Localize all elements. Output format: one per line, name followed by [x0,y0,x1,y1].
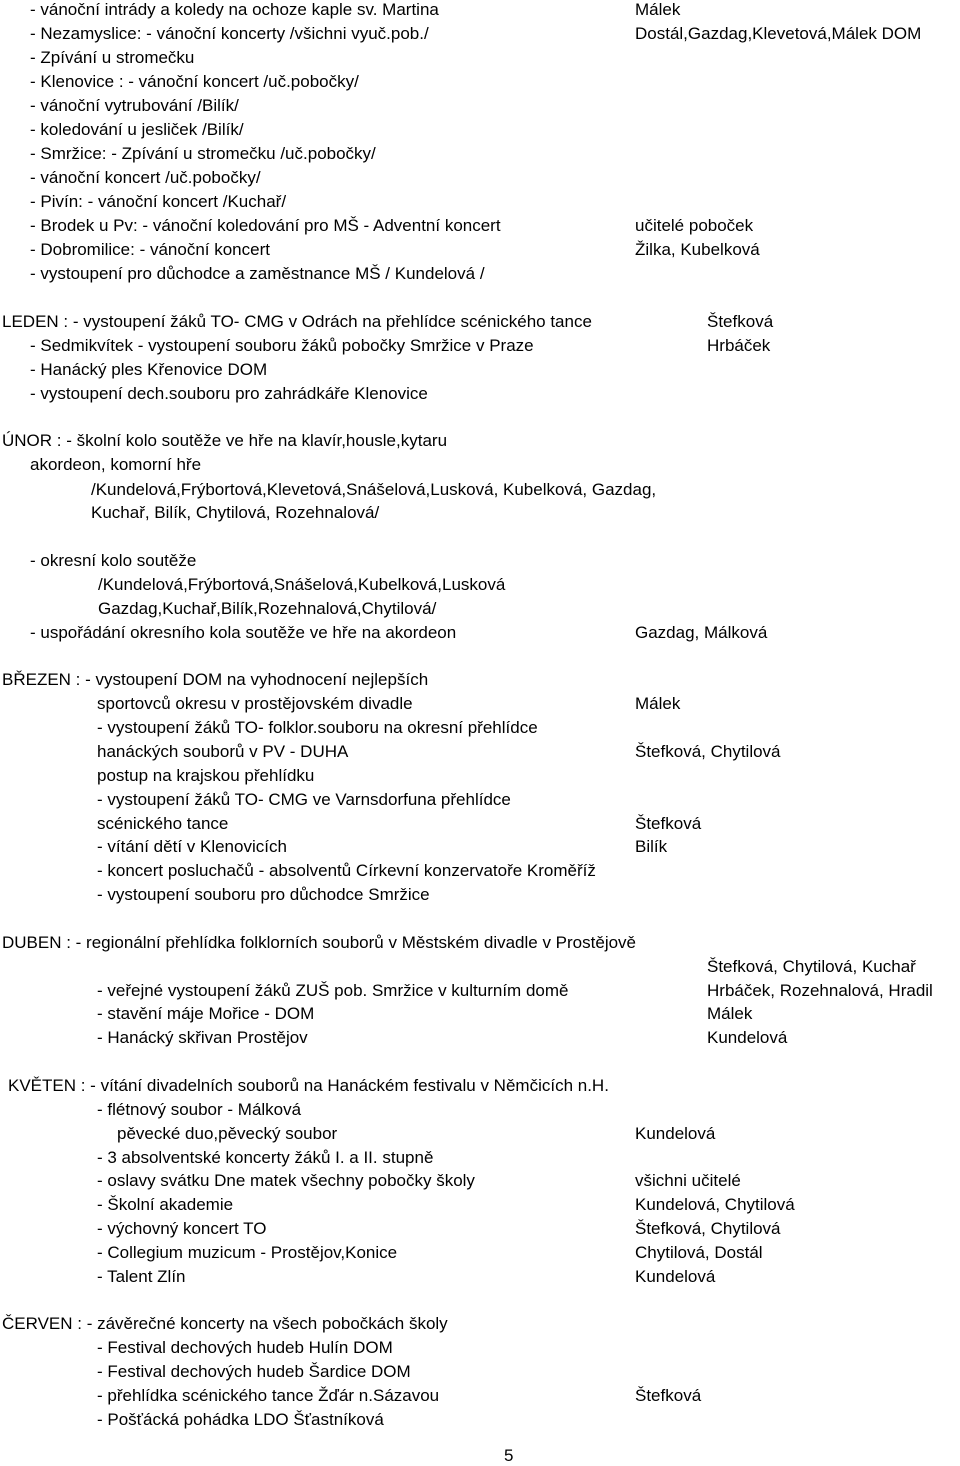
text-line: - veřejné vystoupení žáků ZUŠ pob. Smržice v kulturním domě [97,981,569,1000]
text-line: Kundelová [707,1028,788,1047]
text-line: - Collegium muzicum - Prostějov,Konice [97,1243,398,1262]
section-heading-kveten: KVĚTEN : - vítání divadelních souborů na Hanáckém festivalu v Němčicích n.H. [8,1076,609,1095]
text-line: - stavění máje Mořice - DOM [97,1004,315,1023]
text-line: Málek [707,1004,753,1023]
text-line: Dostál,Gazdag,Klevetová,Málek DOM [635,24,922,43]
text-line: Žilka, Kubelková [635,240,760,259]
text-line: - přehlídka scénického tance Žďár n.Sázavou [97,1386,440,1405]
text-line: - flétnový soubor - Málková [97,1100,302,1119]
text-line: - Školní akademie [97,1195,234,1214]
text-line: Štefková [707,312,774,331]
text-line: - Hanácký ples Křenovice DOM [30,360,268,379]
text-line: - Nezamyslice: - vánoční koncerty /všichni vyuč.pob./ [30,24,429,43]
section-heading-duben: DUBEN : - regionální přehlídka folklorních souborů v Městském divadle v Prostějově [2,933,637,952]
text-line: Kundelová [635,1124,716,1143]
text-line: - Festival dechových hudeb Hulín DOM [97,1338,393,1357]
text-line: - koledování u jesliček /Bilík/ [30,120,244,139]
text-line: akordeon, komorní hře [30,455,202,474]
text-line: - Hanácký skřivan Prostějov [97,1028,308,1047]
text-line: - Pošťácká pohádka LDO Šťastníková [97,1410,384,1429]
text-line: - uspořádání okresního kola soutěže ve hře na akordeon [30,623,457,642]
text-line: - Festival dechových hudeb Šardice DOM [97,1362,411,1381]
text-line: - vystoupení pro důchodce a zaměstnance MŠ / Kundelová / [30,264,485,283]
text-line: - Dobromilice: - vánoční koncert [30,240,270,259]
text-line: - Klenovice : - vánoční koncert /uč.pobočky/ [30,72,359,91]
text-line: Málek [635,0,681,19]
text-line: /Kundelová,Frýbortová,Snášelová,Kubelková,Lusková [98,575,506,594]
text-line: všichni učitelé [635,1171,741,1190]
text-line: hanáckých souborů v PV - DUHA [97,742,349,761]
text-line: Bilík [635,837,668,856]
text-line: Štefková [635,814,702,833]
page-number: 5 [504,1446,514,1465]
text-line: Hrbáček [707,336,771,355]
text-line: Málek [635,694,681,713]
text-line: - Zpívání u stromečku [30,48,195,67]
text-line: - oslavy svátku Dne matek všechny pobočky školy [97,1171,475,1190]
section-heading-unor: ÚNOR : - školní kolo soutěže ve hře na klavír,housle,kytaru [2,431,448,450]
text-line: - Sedmikvítek - vystoupení souboru žáků pobočky Smržice v Praze [30,336,534,355]
text-line: scénického tance [97,814,229,833]
section-heading-brezen: BŘEZEN : - vystoupení DOM na vyhodnocení nejlepších [2,670,429,689]
text-line: sportovců okresu v prostějovském divadle [97,694,413,713]
text-line: postup na krajskou přehlídku [97,766,315,785]
text-line: - vystoupení souboru pro důchodce Smržice [97,885,430,904]
text-line: - vystoupení žáků TO- CMG ve Varnsdorfuna přehlídce [97,790,511,809]
text-line: Štefková, Chytilová [635,1219,781,1238]
text-line: učitelé poboček [635,216,754,235]
text-line: Kuchař, Bilík, Chytilová, Rozehnalová/ [91,503,380,522]
text-line: - vánoční intrády a koledy na ochoze kaple sv. Martina [30,0,439,19]
text-line: - vánoční vytrubování /Bilík/ [30,96,239,115]
text-line: Štefková, Chytilová [635,742,781,761]
text-line: - vítání dětí v Klenovicích [97,837,287,856]
text-line: Hrbáček, Rozehnalová, Hradil [707,981,933,1000]
text-line: - výchovný koncert TO [97,1219,267,1238]
text-line: Štefková, Chytilová, Kuchař [707,957,916,976]
text-line: - koncert posluchačů - absolventů Církevní konzervatoře Kroměříž [97,861,596,880]
text-line: Kundelová, Chytilová [635,1195,795,1214]
text-line: Štefková [635,1386,702,1405]
text-line: - vystoupení dech.souboru pro zahrádkáře Klenovice [30,384,428,403]
text-line: - okresní kolo soutěže [30,551,197,570]
section-heading-leden: LEDEN : - vystoupení žáků TO- CMG v Odrách na přehlídce scénického tance [2,312,592,331]
text-line: - vánoční koncert /uč.pobočky/ [30,168,261,187]
text-line: - Pivín: - vánoční koncert /Kuchař/ [30,192,287,211]
text-line: Kundelová [635,1267,716,1286]
section-heading-cerven: ČERVEN : - závěrečné koncerty na všech pobočkách školy [2,1314,448,1333]
text-line: - Smržice: - Zpívání u stromečku /uč.pobočky/ [30,144,376,163]
text-line: Gazdag,Kuchař,Bilík,Rozehnalová,Chytilová/ [98,599,437,618]
text-line: Gazdag, Málková [635,623,768,642]
text-line: - Brodek u Pv: - vánoční koledování pro MŠ - Adventní koncert [30,216,501,235]
text-line: - vystoupení žáků TO- folklor.souboru na okresní přehlídce [97,718,538,737]
text-line: Chytilová, Dostál [635,1243,763,1262]
text-line: - 3 absolventské koncerty žáků I. a II. stupně [97,1148,434,1167]
text-line: pěvecké duo,pěvecký soubor [117,1124,338,1143]
text-line: /Kundelová,Frýbortová,Klevetová,Snášelová,Lusková, Kubelková, Gazdag, [91,480,657,499]
text-line: - Talent Zlín [97,1267,186,1286]
